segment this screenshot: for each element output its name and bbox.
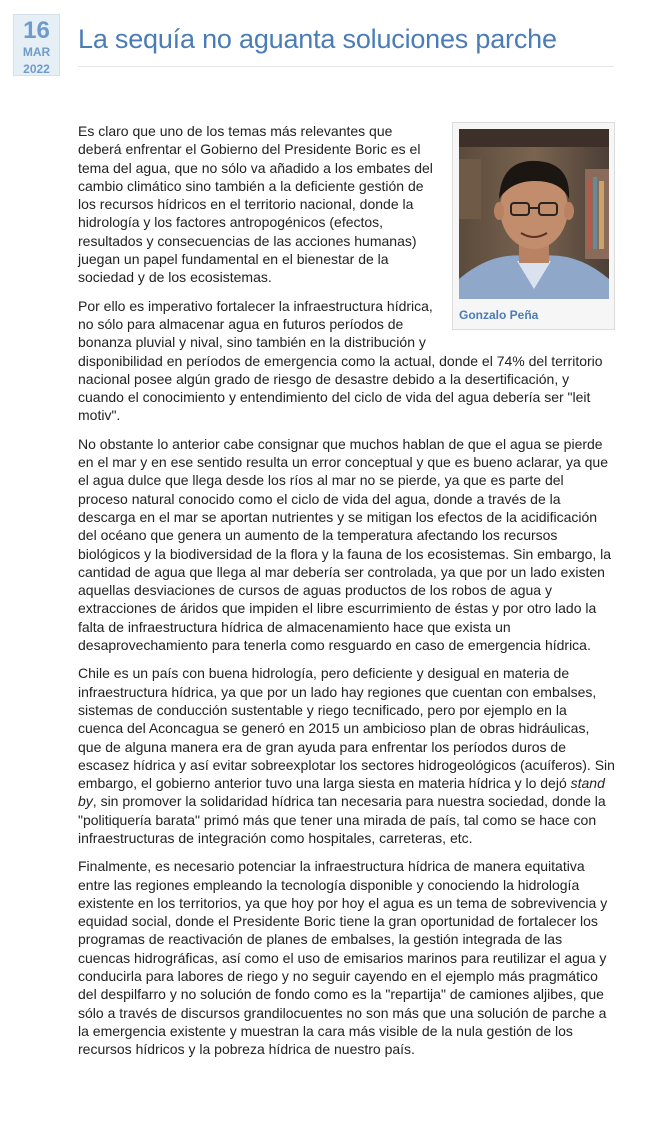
paragraph-4 xyxy=(78,664,615,847)
paragraph-1: Es claro que uno de los temas más relevantes que deberá enfrentar el Gobierno del Presidente Boric es el tema del agua, que no sólo va añadido a los embates del cambio climático sino también a la deficiente gestión de los recursos hídricos en el territorio nacional, donde la hidrología y los factores antropogénicos (efectos, resultados y consecuencias de las acciones humanas) juegan un papel fundamental en el bienestar de la sociedad y de los ecosistemas. xyxy=(78,123,433,286)
date-badge xyxy=(13,14,60,76)
date-day: 16 xyxy=(23,17,50,44)
paragraph-2: Por ello es imperativo fortalecer la infraestructura hídrica, no sólo para almacenar agua en futuros períodos de bonanza pluvial y nival, sino también en la distribución y disponibilidad en períodos de emergencia como la actual, donde el 74% del territorio nacional posee algún grado de riesgo de desastre debido a la desertificación, y cuando el conocimiento y entendimiento del ciclo de vida del agua debería ser "leit motiv". xyxy=(78,297,603,424)
article-title: La sequía no aguanta soluciones parche xyxy=(78,24,557,54)
author-box xyxy=(452,122,615,330)
paragraph-4-part-2: , sin promover la solidaridad hídrica tan necesaria para nuestra sociedad, donde la "politiquería barata" primó más que tener una mirada de país, tal como se hace con infraestructuras de integración como hospitales, carreteras, etc. xyxy=(78,793,606,846)
paragraph-5: Finalmente, es necesario potenciar la infraestructura hídrica de manera equitativa entre las regiones empleando la tecnología disponible y conociendo la hidrología existente en los territorios, ya que hoy por hoy el agua es un tema de sobrevivencia y equidad social, donde el Presidente Boric tiene la gran oportunidad de fortalecer los programas de reactivación de planes de embalses, la gestión integrada de las cuencas hidrográficas, así como el uso de emisarios marinos para reutilizar el agua y conducirla para labores de riego y no seguir cayendo en el ejemplo más pragmático del despilfarro y no solución de fondo como es la "repartija" de camiones aljibes, que sólo a través de discursos grandilocuentes no son más que una solución de parche a la emergencia existente y muestran la cara más visible de la nula gestión de los recursos hídricos y la pobreza hídrica de nuestro país. xyxy=(78,858,608,1058)
paragraph-4-emphasis: stand by xyxy=(78,775,605,810)
paragraph-4-part-1: Chile es un país con buena hidrología, pero deficiente y desigual en materia de infraestructura hídrica, ya que por un lado hay regiones que cuentan con embalses, sistemas de conducción sustentable y riego tecnificado, pero por ejemplo en la cuenca del Aconcagua se generó en 2015 un ambicioso plan de obras hidráulicas, que de alguna manera era de gran ayuda para enfrentar los períodos duros de escasez hídrica y así evitar sobreexplotar los sectores hidrogeológicos (acuíferos). Sin embargo, el gobierno anterior tuvo una larga siesta en materia hídrica y lo dejó xyxy=(78,665,615,792)
date-month: MAR xyxy=(22,45,51,59)
author-name: Gonzalo Peña xyxy=(459,308,539,322)
date-year: 2022 xyxy=(23,62,50,76)
paragraph-3: No obstante lo anterior cabe consignar que muchos hablan de que el agua se pierde en el mar y en ese sentido resulta un error conceptual y que es bueno aclarar, ya que el agua dulce que llega desde los ríos al mar no se pierde, ya que es parte del proceso natural conocido como el ciclo de vida del agua, donde a través de la descarga en el mar se aportan nutrientes y se mitigan los efectos de la acidificación del océano que genera un aumento de la temperatura afectando los recursos biológicos y la biodiversidad de la flora y la fauna de los ecosistemas. Sin embargo, la cantidad de agua que llega al mar debería ser controlada, ya que por un lado existen aquellas desviaciones de cursos de aguas productos de los robos de agua y extracciones de áridos que impiden el libre escurrimiento de éstas y por otro lado la falta de infraestructura hídrica de almacenamiento hace que exista un desaprovechamiento para tenerla como resguardo en caso de emergencia hídrica. xyxy=(78,435,612,654)
author-photo xyxy=(459,129,609,299)
title-divider xyxy=(78,66,614,67)
article-body xyxy=(78,122,615,1069)
